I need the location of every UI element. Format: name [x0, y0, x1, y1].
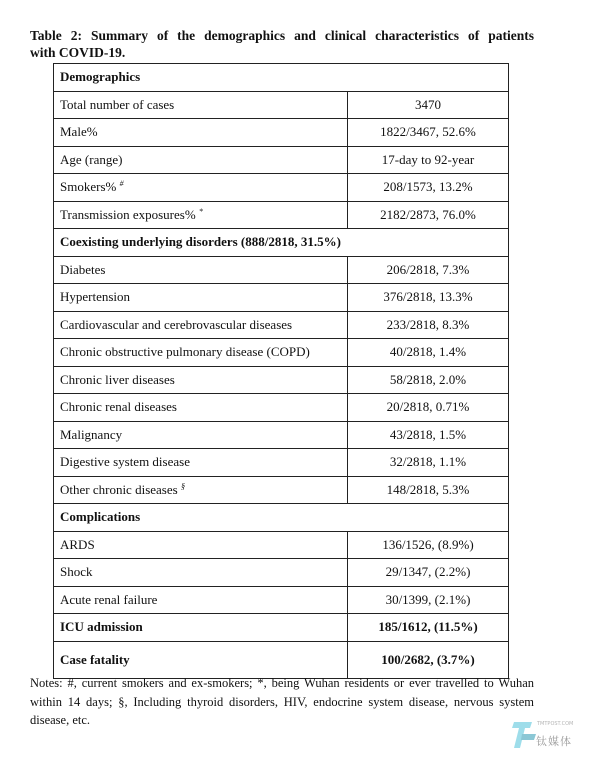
- row-label-cell: [54, 119, 348, 147]
- row-label-cell: [54, 91, 348, 119]
- table-row: [54, 119, 509, 147]
- table-row: [54, 256, 509, 284]
- row-value: 208/1573, 13.2%: [348, 174, 509, 202]
- summary-table: [53, 63, 509, 679]
- row-label: Total number of cases: [60, 96, 175, 112]
- row-value: 185/1612, (11.5%): [348, 614, 509, 642]
- table-caption: [30, 27, 534, 61]
- demographics-header-row: [54, 64, 509, 92]
- row-label: Smokers%: [60, 179, 117, 195]
- row-label-cell: [54, 394, 348, 422]
- table-row: [54, 476, 509, 504]
- row-value: 32/2818, 1.1%: [348, 449, 509, 477]
- row-value: 29/1347, (2.2%): [348, 559, 509, 587]
- row-label-cell: [54, 531, 348, 559]
- row-value: 20/2818, 0.71%: [348, 394, 509, 422]
- row-label-cell: [54, 366, 348, 394]
- row-value: 100/2682, (3.7%): [348, 641, 509, 678]
- row-value: 376/2818, 13.3%: [348, 284, 509, 312]
- table-caption-line-1: Table 2: Summary of the demographics and clinical characteristics of patients: [30, 28, 534, 43]
- coexisting-disorders-header-row: [54, 229, 509, 257]
- footnote-marker: *: [198, 206, 203, 216]
- row-label-cell: [54, 174, 348, 202]
- row-label-cell: [54, 311, 348, 339]
- table-row: [54, 366, 509, 394]
- table-row: [54, 91, 509, 119]
- row-label-cell: [54, 339, 348, 367]
- row-value: 17-day to 92-year: [348, 146, 509, 174]
- table-row: [54, 201, 509, 229]
- complications-header-row: [54, 504, 509, 532]
- demographics-header: Demographics: [54, 64, 509, 92]
- table-row: [54, 284, 509, 312]
- table-row: [54, 531, 509, 559]
- row-value: 1822/3467, 52.6%: [348, 119, 509, 147]
- row-label: Cardiovascular and cerebrovascular diseases: [60, 316, 293, 332]
- row-label: Case fatality: [60, 651, 130, 667]
- row-label: Chronic obstructive pulmonary disease (COPD): [60, 344, 310, 360]
- row-value: 148/2818, 5.3%: [348, 476, 509, 504]
- row-label-cell: [54, 256, 348, 284]
- row-value: 233/2818, 8.3%: [348, 311, 509, 339]
- table-row: [54, 174, 509, 202]
- row-label: Acute renal failure: [60, 591, 158, 607]
- table-row: [54, 394, 509, 422]
- row-label: Diabetes: [60, 261, 106, 277]
- table-caption-line-2: with COVID-19.: [30, 45, 126, 60]
- row-label: Chronic renal diseases: [60, 399, 177, 415]
- row-label-cell: [54, 449, 348, 477]
- table-row: [54, 614, 509, 642]
- row-value: 136/1526, (8.9%): [348, 531, 509, 559]
- row-label: Age (range): [60, 151, 123, 167]
- row-label-cell: [54, 614, 348, 642]
- row-value: 2182/2873, 76.0%: [348, 201, 509, 229]
- footnote-marker: §: [180, 481, 185, 491]
- row-label: Transmission exposures%: [60, 206, 196, 222]
- row-value: 206/2818, 7.3%: [348, 256, 509, 284]
- table-row: [54, 311, 509, 339]
- coexisting-disorders-header: Coexisting underlying disorders (888/2818, 31.5%): [54, 229, 509, 257]
- row-label: Chronic liver diseases: [60, 371, 175, 387]
- table-row: [54, 559, 509, 587]
- row-value: 40/2818, 1.4%: [348, 339, 509, 367]
- table-row: [54, 449, 509, 477]
- row-label-cell: [54, 201, 348, 229]
- row-label: Malignancy: [60, 426, 123, 442]
- row-label-cell: [54, 284, 348, 312]
- row-label: Digestive system disease: [60, 454, 190, 470]
- table-row: [54, 146, 509, 174]
- row-value: 30/1399, (2.1%): [348, 586, 509, 614]
- row-label-cell: [54, 641, 348, 678]
- row-label: Hypertension: [60, 289, 131, 305]
- row-label: ARDS: [60, 536, 95, 552]
- table-row: [54, 421, 509, 449]
- watermark-small-text: TMTPOST.COM: [537, 721, 574, 727]
- row-label-cell: [54, 559, 348, 587]
- row-label: Male%: [60, 124, 98, 140]
- row-label-cell: [54, 146, 348, 174]
- table-row: [54, 641, 509, 678]
- table-row: [54, 339, 509, 367]
- row-value: 3470: [348, 91, 509, 119]
- watermark-text: 钛媒体: [536, 735, 572, 748]
- row-label-cell: [54, 476, 348, 504]
- row-value: 43/2818, 1.5%: [348, 421, 509, 449]
- table-row: [54, 586, 509, 614]
- row-label-cell: [54, 421, 348, 449]
- table-notes: Notes: #, current smokers and ex-smokers; *, being Wuhan residents or ever travelled to Wuhan within 14 days; §, Including thyroid disorders, HIV, endocrine system disease, nervous system disease, etc.: [30, 676, 534, 727]
- row-label-cell: [54, 586, 348, 614]
- row-label: ICU admission: [60, 619, 143, 635]
- footnote-marker: #: [119, 179, 124, 189]
- complications-header: Complications: [54, 504, 509, 532]
- row-label: Shock: [60, 564, 93, 580]
- row-label: Other chronic diseases: [60, 481, 178, 497]
- row-value: 58/2818, 2.0%: [348, 366, 509, 394]
